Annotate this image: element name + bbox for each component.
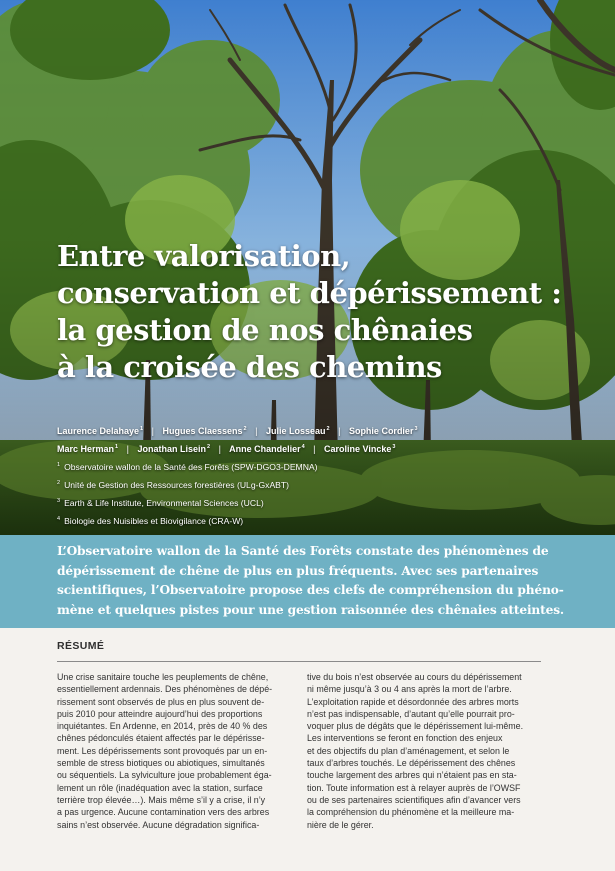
text-line: voquer plus de dégâts que le dépérissement lui-même. (307, 721, 524, 732)
author-name: Laurence Delahaye (57, 426, 140, 436)
author-name: Marc Herman (57, 444, 115, 454)
text-line: terrière trop élevée…). Mais même s’il y a crise, il n’y (57, 794, 266, 805)
author-affiliation-marker: 4 (301, 444, 305, 450)
affiliation-item (57, 457, 318, 475)
lead-paragraph (57, 542, 607, 620)
affiliation-text: Unité de Gestion des Ressources forestières (ULg-GxABT) (64, 480, 290, 490)
text-line: inquiétantes. En Ardenne, en 2014, près de 40 % des (57, 721, 268, 732)
author-line (57, 421, 602, 439)
author-name: Sophie Cordier (348, 426, 414, 436)
affiliation-item (57, 475, 318, 493)
text-line: et des objectifs du plan d’aménagement, et selon le (307, 745, 510, 756)
affiliation-item (57, 493, 318, 511)
text-line: taux d’arbres touchés. Le dépérissement des chênes (307, 758, 516, 769)
author-name: Anne Chandelier (229, 444, 301, 454)
lead-line: L’Observatoire wallon de la Santé des Forêts constate des phénomènes de (57, 544, 549, 558)
text-line: ment. Les dépérissements sont provoqués par un en- (57, 745, 268, 756)
author-line (57, 439, 602, 457)
text-line: ni même jusqu’à 3 ou 4 ans après la mort de l’arbre. (307, 684, 512, 695)
text-line: ou séquentiels. La sylviculture joue probablement éga- (57, 770, 272, 781)
affiliation-item (57, 511, 318, 529)
section-heading: RÉSUMÉ (57, 640, 105, 652)
author-name: Jonathan Lisein (137, 444, 206, 454)
title-line: conservation et dépérissement : (57, 276, 562, 310)
summary-column-left (57, 671, 287, 831)
section-divider (57, 661, 541, 662)
text-line: rissement sont observés de plus en plus souvent de- (57, 696, 265, 707)
text-line: ou de ses partenaires scientifiques afin d’avancer vers (307, 794, 521, 805)
text-line: Les interventions se feront en fonction des enjeux (307, 733, 503, 744)
text-line: sains n’est observée. Aucune dégradation significa- (57, 819, 260, 830)
text-line: n’est pas indispensable, d’autant qu’elle pourrait pro- (307, 708, 515, 719)
text-line: chênes pédonculés étaient affectés par le dépérisse- (57, 733, 265, 744)
title-line: la gestion de nos chênaies (57, 313, 473, 347)
text-line: nière de le gérer. (307, 819, 374, 830)
affiliation-marker: 4 (57, 516, 61, 522)
text-line: Une crise sanitaire touche les peuplements de chêne, (57, 672, 269, 682)
text-line: L’exploitation rapide et désordonnée des arbres morts (307, 696, 519, 707)
affiliation-marker: 2 (57, 480, 61, 486)
affiliation-text: Biologie des Nuisibles et Biovigilance (CRA-W) (64, 516, 244, 526)
text-line: tion. Toute information est à relayer auprès de l’OWSF (307, 782, 521, 793)
affiliation-list (57, 457, 318, 529)
author-list (57, 421, 602, 457)
lead-line: scientifiques, l’Observatoire propose des clefs de compréhension du phéno- (57, 583, 564, 598)
text-line: essentiellement ardennais. Des phénomènes de dépé- (57, 684, 273, 695)
text-line: tive du bois n’est observée au cours du dépérissement (307, 672, 522, 682)
text-line: la compréhension du phénomène et la meilleure ma- (307, 807, 515, 818)
author-name: Caroline Vincke (324, 444, 392, 454)
lead-line: dépérissement de chêne de plus en plus fréquents. Avec ses partenaires (57, 563, 539, 578)
affiliation-text: Observatoire wallon de la Santé des Forêts (SPW-DGO3-DEMNA) (64, 462, 318, 472)
author-separator: | (218, 444, 221, 454)
author-separator: | (338, 426, 341, 436)
text-line: semble de stress biotiques ou abiotiques, simultanés (57, 758, 265, 769)
author-affiliation-marker: 2 (206, 444, 211, 450)
author-separator: | (126, 444, 129, 454)
affiliation-marker: 3 (57, 498, 61, 504)
text-line: puis 2010 pour atteindre aujourd’hui des proportions (57, 708, 263, 719)
author-affiliation-marker: 1 (115, 444, 119, 450)
author-affiliation-marker: 1 (140, 426, 144, 432)
affiliation-marker: 1 (57, 462, 61, 468)
author-name: Julie Losseau (265, 426, 326, 436)
author-separator: | (151, 426, 154, 436)
text-line: lement un rôle (inadéquation avec la station, surface (57, 782, 263, 793)
title-line: Entre valorisation, (57, 239, 351, 273)
lead-line: mène et quelques pistes pour une gestion raisonnée des chênaies atteintes. (57, 602, 565, 617)
text-line: touche largement des arbres qui n’étaient pas en sta- (307, 770, 517, 781)
affiliation-text: Earth & Life Institute, Environmental Sciences (UCL) (64, 498, 264, 508)
summary-column-right (307, 671, 537, 831)
text-line: a pas urgence. Aucune contamination vers des arbres (57, 807, 270, 818)
author-affiliation-marker: 3 (392, 444, 396, 450)
author-affiliation-marker: 2 (243, 426, 247, 432)
author-separator: | (255, 426, 258, 436)
article-title (57, 238, 597, 386)
author-affiliation-marker: 3 (414, 426, 418, 432)
author-name: Hugues Claessens (162, 426, 243, 436)
author-affiliation-marker: 2 (326, 426, 330, 432)
author-separator: | (313, 444, 316, 454)
title-line: à la croisée des chemins (57, 350, 442, 384)
